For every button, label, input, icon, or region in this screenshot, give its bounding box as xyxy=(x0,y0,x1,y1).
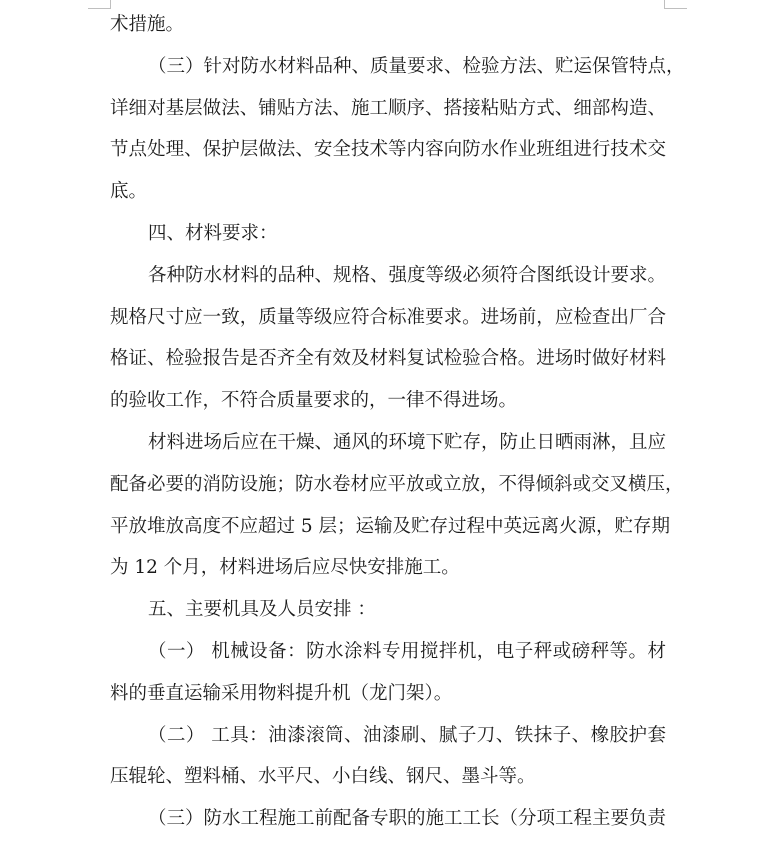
paragraph-line: 配备必要的消防设施；防水卷材应平放或立放，不得倾斜或交叉横压， xyxy=(110,473,684,495)
paragraph-line: 为 12 个月，材料进场后应尽快安排施工。 xyxy=(110,557,460,579)
document-body xyxy=(110,4,685,840)
paragraph-line: 节点处理、保护层做法、安全技术等内容向防水作业班组进行技术交 xyxy=(110,139,666,161)
paragraph-line: 材料进场后应在干燥、通风的环境下贮存，防止日晒雨淋，且应 xyxy=(148,431,667,453)
paragraph-line: 底。 xyxy=(110,181,148,203)
paragraph-line: 详细对基层做法、铺贴方法、施工顺序、搭接粘贴方式、细部构造、 xyxy=(110,97,666,119)
paragraph-line: 平放堆放高度不应超过 5 层；运输及贮存过程中英远离火源，贮存期 xyxy=(110,515,671,537)
paragraph-line: 格证、检验报告是否齐全有效及材料复试检验合格。进场时做好材料 xyxy=(110,348,666,370)
paragraph-line: 压辊轮、塑料桶、水平尺、小白线、钢尺、墨斗等。 xyxy=(110,766,536,788)
section-heading: 五、主要机具及人员安排 ： xyxy=(148,599,376,621)
paragraph-line: 的验收工作，不符合质量要求的，一律不得进场。 xyxy=(110,390,518,412)
left-margin-corner-mark xyxy=(88,0,111,9)
paragraph-line: （三）防水工程施工前配备专职的施工工长（分项工程主要负责 xyxy=(148,808,667,830)
section-heading: 四、材料要求： xyxy=(148,222,278,244)
right-margin-corner-mark xyxy=(664,0,687,9)
paragraph-line: 术措施。 xyxy=(110,14,185,35)
paragraph-line: 料的垂直运输采用物料提升机（龙门架）。 xyxy=(110,682,453,704)
paragraph-line: 规格尺寸应一致，质量等级应符合标准要求。进场前，应检查出厂合 xyxy=(110,306,666,328)
paragraph-line: 各种防水材料的品种、规格、强度等级必须符合图纸设计要求。 xyxy=(148,264,667,286)
paragraph-line: （二） 工具：油漆滚筒、油漆刷、腻子刀、铁抹子、橡胶护套 xyxy=(148,724,666,746)
paragraph-line: （一） 机械设备：防水涂料专用搅拌机，电子秤或磅秤等。材 xyxy=(148,640,666,662)
paragraph-line: （三）针对防水材料品种、质量要求、检验方法、贮运保管特点， xyxy=(148,55,685,77)
